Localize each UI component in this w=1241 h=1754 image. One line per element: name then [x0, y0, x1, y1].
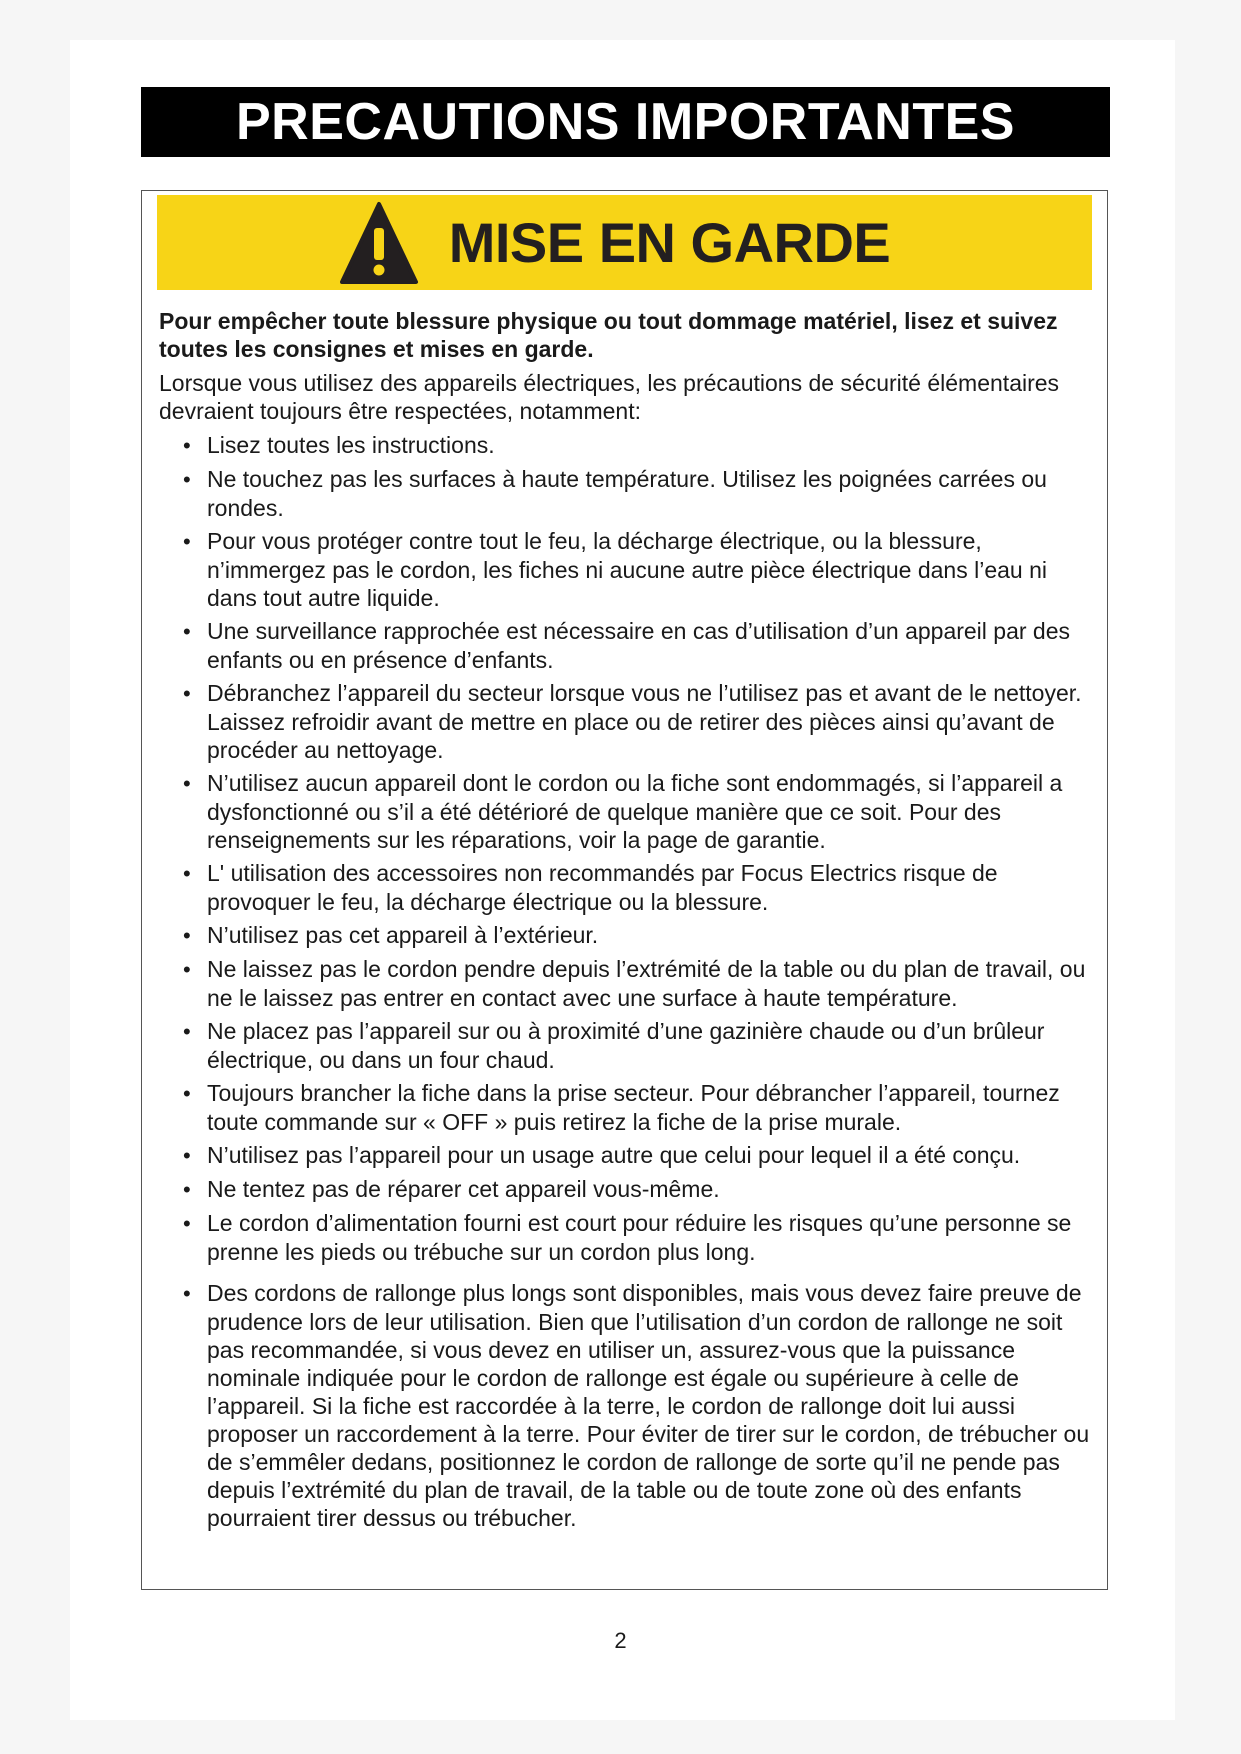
list-item: • Ne placez pas l’appareil sur ou à proximité d’une gazinière chaude ou d’un brûleur électrique, ou dans un four chaud.: [183, 1018, 1045, 1073]
intro-bold-text: Pour empêcher toute blessure physique ou tout dommage matériel, lisez et suivez toutes les consignes et mises en garde.: [159, 308, 1058, 362]
warning-banner: [157, 195, 1092, 290]
warning-label: MISE EN GARDE: [448, 211, 891, 274]
list-item: • Des cordons de rallonge plus longs sont disponibles, mais vous devez faire preuve de prudence lors de leur utilisation. Bien que l’utilisation d’un cordon de rallonge ne soit pas recommandée, si vous devez en utiliser un, assurez-vous que la puissance nominale indiquée pour le cordon de rallonge est égale ou supérieure à celle de l’appareil. Si la fiche est raccordée à la terre, le cordon de rallonge doit lui aussi proposer un raccordement à la terre. Pour éviter de tirer sur le cordon, de trébucher ou de s’emmêler dedans, positionnez le cordon de rallonge de sorte qu’il ne pende pas depuis l’extrémité du plan de travail, de la table ou de toute zone où des enfants pourraient tirer dessus ou trébucher.: [183, 1280, 1090, 1531]
warning-box: [141, 190, 1108, 1590]
list-item: • Pour vous protéger contre tout le feu, la décharge électrique, ou la blessure, n’immergez pas le cordon, les fiches ni aucune autre pièce électrique dans l’eau ni dans tout autre liquide.: [183, 528, 1047, 611]
list-item: • Ne laissez pas le cordon pendre depuis l’extrémité de la table ou du plan de travail, ou ne le laissez pas entrer en contact avec une surface à haute température.: [183, 956, 1086, 1011]
list-item: • N’utilisez pas cet appareil à l’extérieur.: [183, 922, 599, 948]
list-item: • Une surveillance rapprochée est nécessaire en cas d’utilisation d’un appareil par des enfants ou en présence d’enfants.: [183, 618, 1071, 673]
list-item: • Le cordon d’alimentation fourni est court pour réduire les risques qu’une personne se prenne les pieds ou trébuche sur un cordon plus long.: [183, 1210, 1072, 1265]
list-item: • Toujours brancher la fiche dans la prise secteur. Pour débrancher l’appareil, tournez toute commande sur « OFF » puis retirez la fiche de la prise murale.: [183, 1080, 1060, 1135]
list-item: • L' utilisation des accessoires non recommandés par Focus Electrics risque de provoquer le feu, la décharge électrique ou la blessure.: [183, 860, 998, 915]
intro-text: Lorsque vous utilisez des appareils électriques, les précautions de sécurité élémentaires devraient toujours être respectées, notamment:: [159, 370, 1060, 424]
title-bar: [141, 87, 1110, 157]
page-title: PRECAUTIONS IMPORTANTES: [235, 93, 1015, 151]
precautions-list: [159, 431, 1094, 1532]
list-item: • N’utilisez aucun appareil dont le cordon ou la fiche sont endommagés, si l’appareil a dysfonctionné ou s’il a été détérioré de quelque manière que ce soit. Pour des renseignements sur les réparations, voir la page de garantie.: [183, 770, 1063, 853]
list-item: • Ne tentez pas de réparer cet appareil vous-même.: [183, 1176, 720, 1202]
list-item: • Débranchez l’appareil du secteur lorsque vous ne l’utilisez pas et avant de le nettoyer. Laissez refroidir avant de mettre en place ou de retirer des pièces ainsi qu’avant de procéder au nettoyage.: [183, 680, 1082, 763]
list-item: • Ne touchez pas les surfaces à haute température. Utilisez les poignées carrées ou rondes.: [183, 466, 1047, 521]
warning-content: [159, 307, 1094, 1537]
page-number: 2: [614, 1628, 627, 1653]
list-item: • Lisez toutes les instructions.: [183, 432, 495, 458]
warning-triangle-icon: [339, 200, 419, 286]
list-item: • N’utilisez pas l’appareil pour un usage autre que celui pour lequel il a été conçu.: [183, 1142, 1021, 1168]
